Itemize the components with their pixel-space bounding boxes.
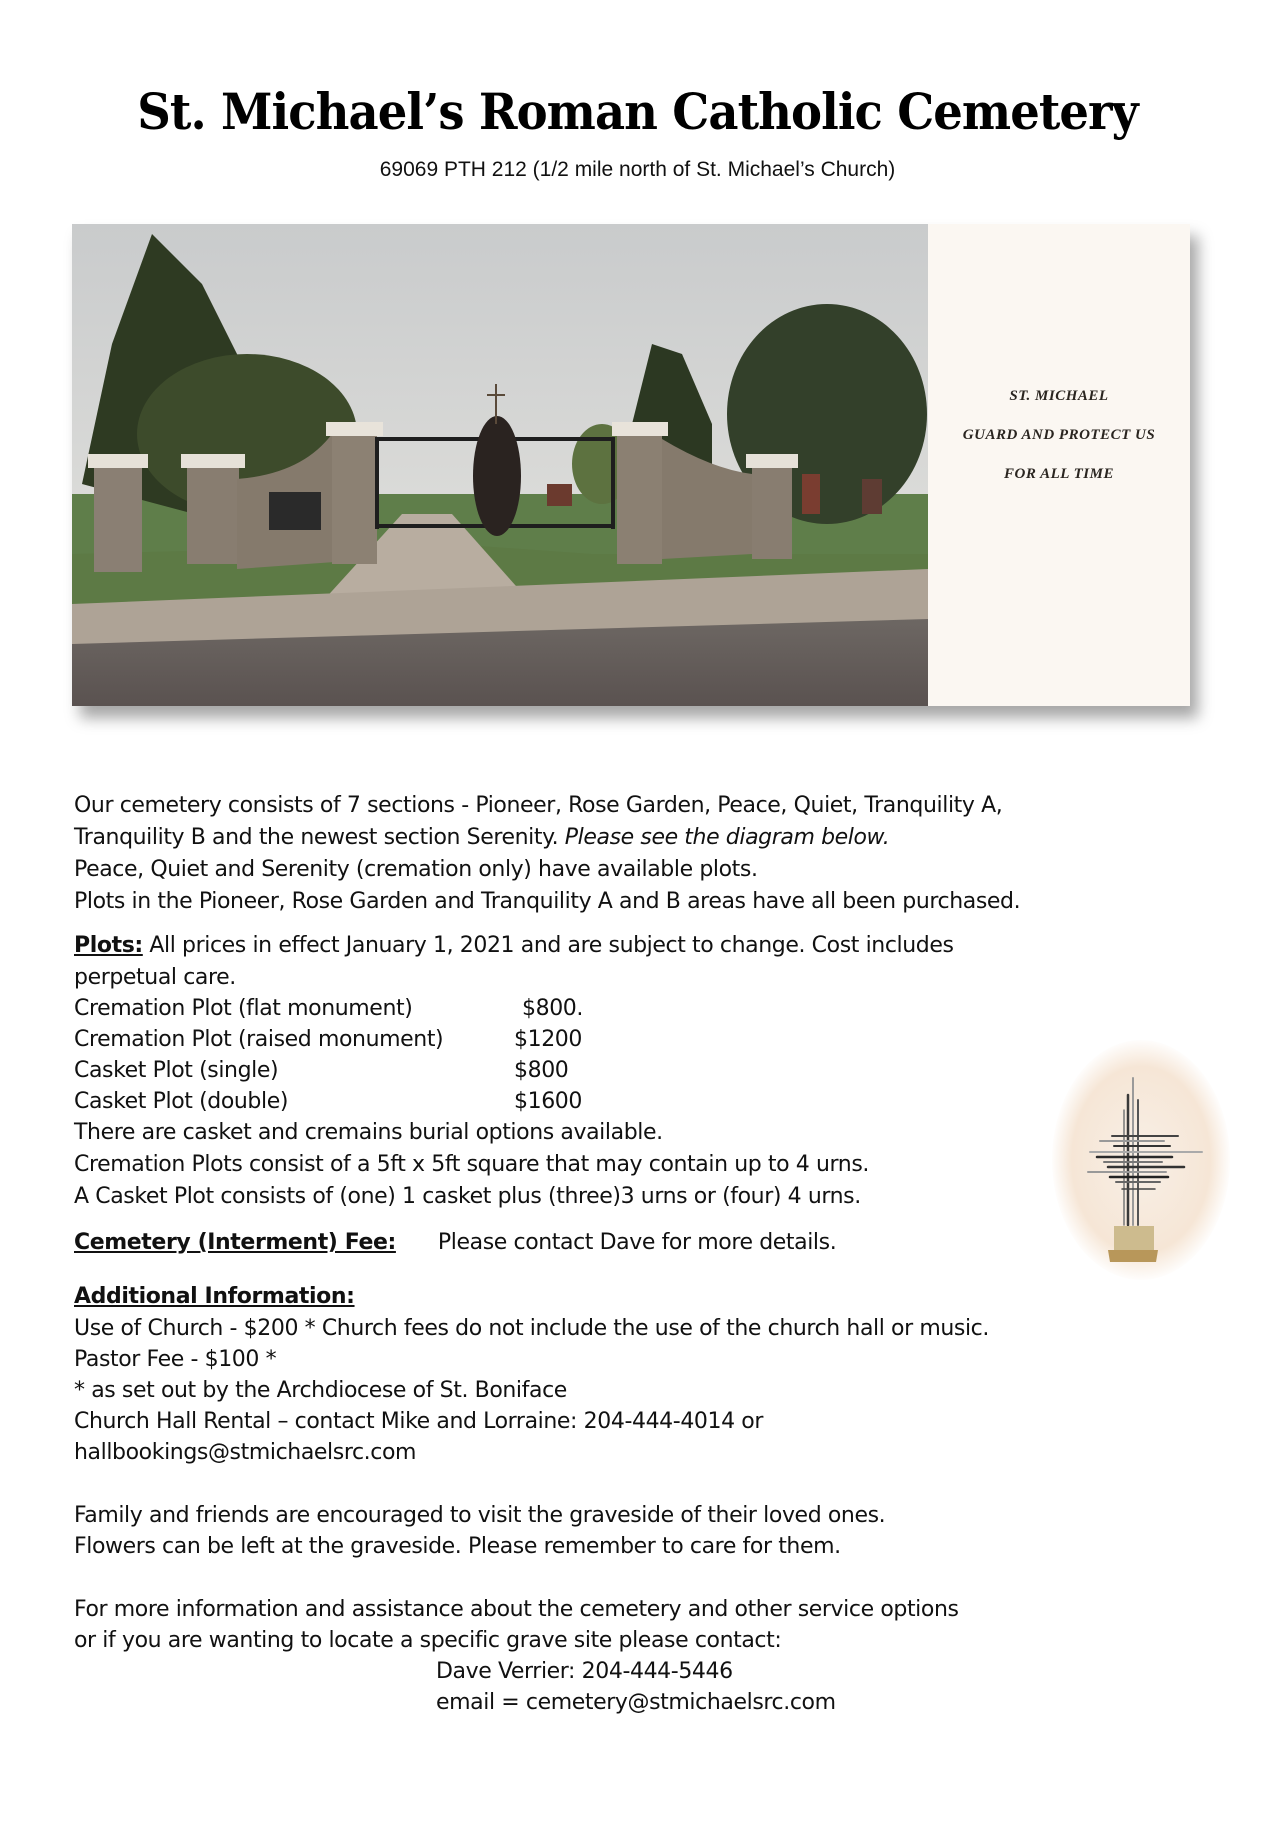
contact-email-link[interactable]: email = cemetery@stmichaelsrc.com bbox=[436, 1690, 836, 1715]
additional-line: Pastor Fee - $100 * bbox=[74, 1347, 277, 1372]
additional-line: * as set out by the Archdiocese of St. Boniface bbox=[74, 1378, 567, 1403]
plots-section bbox=[74, 930, 1204, 1213]
plots-note: There are casket and cremains burial options available. bbox=[74, 1120, 663, 1145]
plots-note: Cremation Plots consist of a 5ft x 5ft square that may contain up to 4 urns. bbox=[74, 1152, 869, 1177]
interment-heading: Cemetery (Interment) Fee: bbox=[74, 1230, 396, 1255]
prayer-card bbox=[928, 224, 1190, 706]
price-label: Cremation Plot (raised monument) bbox=[74, 1027, 444, 1052]
price-value: $800 bbox=[514, 1058, 569, 1083]
additional-section bbox=[74, 1281, 1204, 1468]
price-label: Casket Plot (single) bbox=[74, 1058, 279, 1083]
plots-intro-line-2: perpetual care. bbox=[74, 965, 236, 990]
intro-line-3: Peace, Quiet and Serenity (cremation only) have available plots. bbox=[74, 857, 758, 882]
prayer-line-1: ST. MICHAEL bbox=[1009, 388, 1109, 404]
price-row bbox=[74, 993, 1204, 1024]
price-row bbox=[74, 1086, 1204, 1117]
price-row bbox=[74, 1024, 1204, 1055]
contact-section bbox=[74, 1594, 1204, 1718]
banner bbox=[72, 224, 1190, 706]
contact-name-phone: Dave Verrier: 204-444-5446 bbox=[436, 1659, 733, 1684]
visit-line: Family and friends are encouraged to visit the graveside of their loved ones. bbox=[74, 1503, 886, 1528]
main-content bbox=[74, 790, 1204, 1718]
visit-line: Flowers can be left at the graveside. Please remember to care for them. bbox=[74, 1534, 841, 1559]
diagram-note: Please see the diagram below. bbox=[564, 825, 890, 850]
contact-line: or if you are wanting to locate a specific grave site please contact: bbox=[74, 1628, 782, 1653]
contact-line: For more information and assistance about the cemetery and other service options bbox=[74, 1597, 959, 1622]
intro-line-1: Our cemetery consists of 7 sections - Pioneer, Rose Garden, Peace, Quiet, Tranquility A, bbox=[74, 793, 1003, 818]
price-value: $1600 bbox=[514, 1089, 582, 1114]
price-value: $800. bbox=[522, 996, 583, 1021]
address-subtitle: 69069 PTH 212 (1/2 mile north of St. Michael’s Church) bbox=[379, 158, 896, 181]
intro-section bbox=[74, 790, 1204, 918]
price-value: $1200 bbox=[514, 1027, 582, 1052]
prayer-line-3: FOR ALL TIME bbox=[1004, 466, 1114, 482]
plots-note: A Casket Plot consists of (one) 1 casket plus (three)3 urns or (four) 4 urns. bbox=[74, 1184, 861, 1209]
additional-line: Use of Church - $200 * Church fees do not include the use of the church hall or music. bbox=[74, 1316, 989, 1341]
plots-intro-text: All prices in effect January 1, 2021 and are subject to change. Cost includes bbox=[142, 933, 954, 958]
prayer-line-2: GUARD AND PROTECT US bbox=[962, 427, 1156, 443]
interment-section bbox=[74, 1227, 1204, 1259]
hall-email-link[interactable]: hallbookings@stmichaelsrc.com bbox=[74, 1440, 417, 1465]
intro-line-2 bbox=[74, 822, 1204, 854]
additional-line: Church Hall Rental – contact Mike and Lorraine: 204-444-4014 or bbox=[74, 1409, 764, 1434]
plots-heading: Plots: bbox=[74, 933, 143, 958]
interment-text: Please contact Dave for more details. bbox=[437, 1230, 837, 1255]
price-label: Casket Plot (double) bbox=[74, 1089, 289, 1114]
plots-intro-line-1 bbox=[74, 930, 1204, 962]
additional-heading-text: Additional Information: bbox=[74, 1284, 355, 1309]
visit-section bbox=[74, 1500, 1204, 1562]
additional-heading bbox=[74, 1281, 1204, 1313]
price-row bbox=[74, 1055, 1204, 1086]
intro-line-4: Plots in the Pioneer, Rose Garden and Tranquility A and B areas have all been purchased. bbox=[74, 889, 1021, 914]
intro-line-2-text: Tranquility B and the newest section Serenity. bbox=[74, 825, 565, 850]
cemetery-entrance-photo bbox=[72, 224, 928, 706]
page-title: St. Michael’s Roman Catholic Cemetery bbox=[137, 82, 1138, 141]
price-label: Cremation Plot (flat monument) bbox=[74, 996, 413, 1021]
